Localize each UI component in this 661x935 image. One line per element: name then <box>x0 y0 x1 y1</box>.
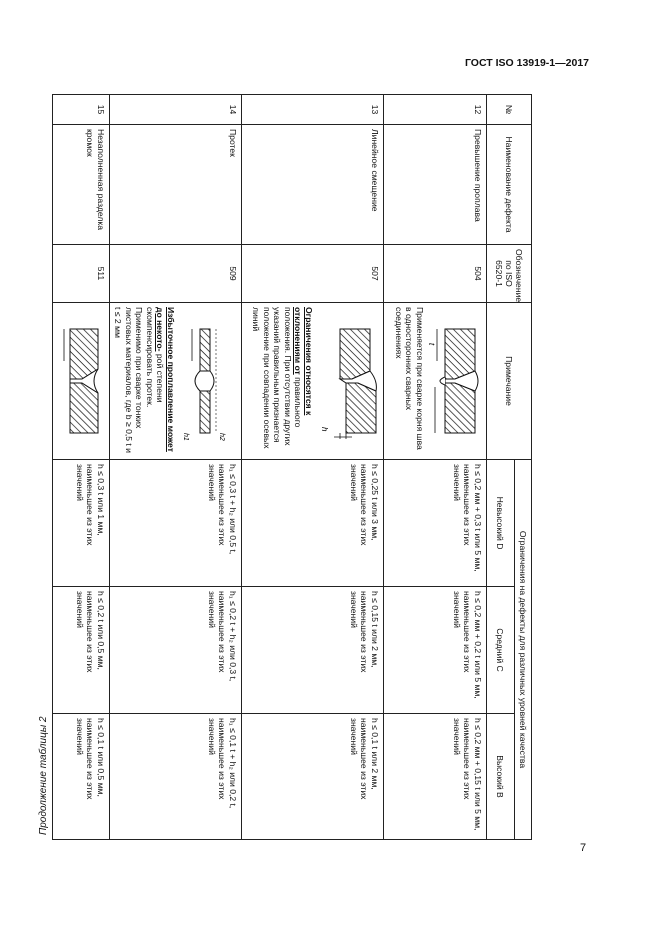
figure-label-h: h <box>319 427 329 432</box>
remark-text: правильного положения. При отсутствии других указаний правильным признается положение при совпадении осевых линий <box>251 307 304 449</box>
remark-text-block <box>113 307 176 455</box>
defect-name: Протек <box>109 125 241 245</box>
remark-text: Применяется при сварке корня шва в односторонних сварных соединениях <box>393 307 425 450</box>
header-remark: Примечание <box>486 303 531 460</box>
rotated-table-container <box>62 94 532 839</box>
figure-label-h2: h2 <box>217 433 225 441</box>
header-level-high: Высокий B <box>486 714 514 840</box>
header-designation: Обозначение по ISO 6520-1 <box>486 245 531 303</box>
defect-name: Незаполненная разделка кромок <box>52 125 109 245</box>
document-header: ГОСТ ISO 13919-1—2017 <box>464 57 589 69</box>
defect-name: Линейное смещение <box>241 125 383 245</box>
linear-misalignment-figure <box>318 321 378 441</box>
incompletely-filled-groove-figure <box>60 321 104 441</box>
figure-label-t: t <box>426 343 436 346</box>
header-level-low: Невысокий D <box>486 460 514 587</box>
limit-level-d: h ≤ 0,3 t или 1 мм, наименьшее из этих значений <box>52 460 109 587</box>
row-number: 13 <box>241 95 383 125</box>
row-number: 12 <box>383 95 486 125</box>
limit-level-c: h ≤ 0,15 t или 2 мм, наименьшее из этих значений <box>241 587 383 714</box>
table-row <box>109 95 241 840</box>
defect-code: 507 <box>241 245 383 303</box>
remark-cell <box>383 303 486 460</box>
defect-code: 504 <box>383 245 486 303</box>
sagging-figure <box>180 321 236 441</box>
limit-level-b: h ≤ 0,1 t или 0,5 мм, наименьшее из этих значений <box>52 714 109 840</box>
table-row <box>241 95 383 840</box>
page-number: 7 <box>580 842 587 854</box>
limit-level-c: h ≤ 0,2 t или 0,5 мм, наименьшее из этих значений <box>52 587 109 714</box>
root-excess-figure <box>426 321 481 441</box>
header-name: Наименование дефекта <box>486 125 531 245</box>
limit-level-d: h₁ ≤ 0,3 t + h₂ или 0,5 t, наименьшее из этих значений <box>109 460 241 587</box>
defect-code: 509 <box>109 245 241 303</box>
defect-code: 511 <box>52 245 109 303</box>
remark-emphasis: Ограничения относятся к отклонениям от <box>293 307 314 416</box>
limit-level-b: h ≤ 0,1 t или 2 мм, наименьшее из этих значений <box>241 714 383 840</box>
row-number: 15 <box>52 95 109 125</box>
remark-cell <box>109 303 241 460</box>
header-level-mid: Средний C <box>486 587 514 714</box>
header-limits-group: Ограничения на дефекты для различных уровней качества <box>514 460 531 840</box>
limit-level-d: h ≤ 0,2 мм + 0,3 t или 5 мм, наименьшее из этих значений <box>383 460 486 587</box>
remark-cell <box>52 303 109 460</box>
defect-name: Превышение проплава <box>383 125 486 245</box>
header-no: № <box>486 95 531 125</box>
limit-level-b: h₁ ≤ 0,1 t + h₂ или 0,2 t, наименьшее из этих значений <box>109 714 241 840</box>
table-row <box>52 95 109 840</box>
limit-level-d: h ≤ 0,25 t или 3 мм, наименьшее из этих значений <box>241 460 383 587</box>
defects-table <box>52 94 532 840</box>
table-row <box>383 95 486 840</box>
remark-text-block <box>251 307 314 455</box>
figure-label-h1: h1 <box>181 433 189 441</box>
remark-emphasis: Избыточное проплавление может до некото- <box>155 307 176 452</box>
remark-cell <box>241 303 383 460</box>
row-number: 14 <box>109 95 241 125</box>
limit-level-b: h ≤ 0,2 мм + 0,15 t или 5 мм, наименьшее из этих значений <box>383 714 486 840</box>
limit-level-c: h₁ ≤ 0,2 t + h₂ или 0,3 t, наименьшее из этих значений <box>109 587 241 714</box>
remark-text: рой степени скомпенсировать протек. Применимо при сварке тонких листовых материалов, где b ≥ 0,5 t и t ≤ 2 мм <box>113 307 166 453</box>
limit-level-c: h ≤ 0,2 мм + 0,2 t или 5 мм, наименьшее из этих значений <box>383 587 486 714</box>
table-caption: Продолжение таблицы 2 <box>38 716 49 835</box>
